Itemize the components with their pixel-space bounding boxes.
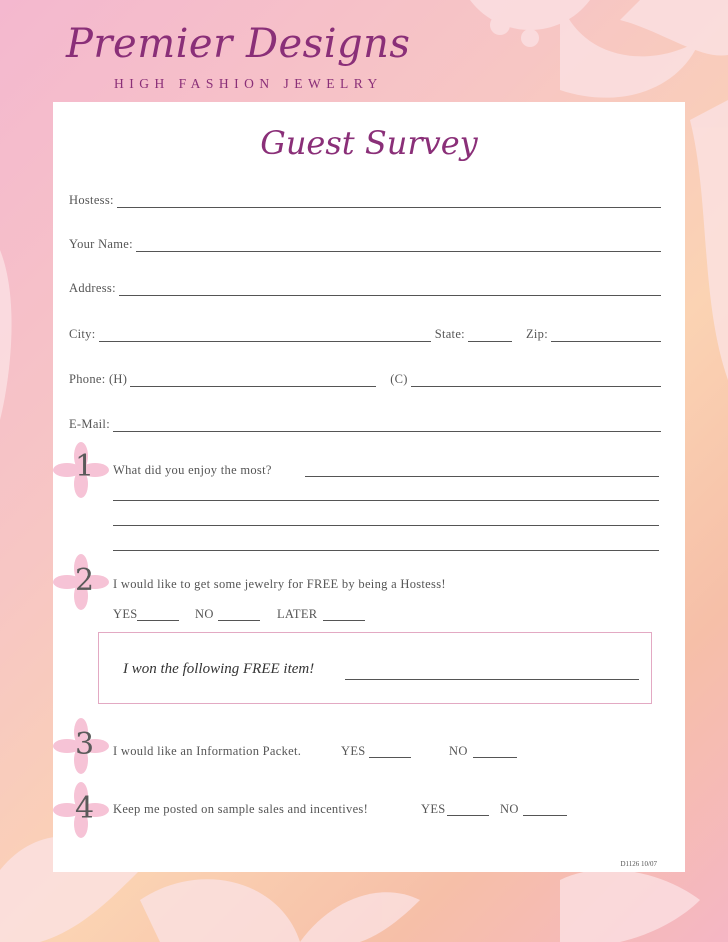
question-3-no-field[interactable] [473,757,517,758]
phone-cell-field[interactable] [411,374,661,387]
question-1-answer-line[interactable] [113,550,659,551]
question-3-no-label: NO [449,744,468,758]
question-2-text: I would like to get some jewelry for FREE by being a Hostess! [113,577,446,591]
address-row [69,276,661,296]
hostess-row [69,188,661,208]
hostess-field[interactable] [117,195,661,208]
question-1-answer-line[interactable] [113,500,659,501]
question-4-no-label: NO [500,802,519,816]
question-4-no-field[interactable] [523,815,567,816]
city-row [69,322,661,342]
question-1-answer-line[interactable] [305,476,659,477]
city-label: City: [69,327,96,341]
phone-home-field[interactable] [130,374,376,387]
email-label: E-Mail: [69,417,110,431]
question-3-yes-field[interactable] [369,757,411,758]
question-3-yes-label: YES [341,744,366,758]
hostess-label: Hostess: [69,193,114,207]
state-field[interactable] [468,329,512,342]
brand-name: Premier Designs [66,21,411,67]
email-row [69,412,661,432]
question-3-text: I would like an Information Packet. [113,744,302,758]
zip-label: Zip: [525,327,548,341]
brand-tagline: HIGH FASHION JEWELRY [114,76,383,91]
city-field[interactable] [99,329,431,342]
zip-field[interactable] [551,329,661,342]
address-field[interactable] [119,283,661,296]
question-2-yes-field[interactable] [137,620,179,621]
question-1-text: What did you enjoy the most? [113,463,272,477]
free-item-prompt: I won the following FREE item! [123,661,315,677]
question-2-later-label: LATER [277,607,318,621]
state-label: State: [434,327,465,341]
address-label: Address: [69,281,116,295]
form-title: Guest Survey [260,124,478,162]
your-name-label: Your Name: [69,237,133,251]
email-field[interactable] [113,419,661,432]
brand-logo [66,21,411,91]
question-4-text: Keep me posted on sample sales and incentives! [113,802,369,816]
phone-home-label: Phone: (H) [69,372,128,386]
question-1-number: 1 [75,449,95,484]
question-4-number: 4 [75,791,95,826]
phone-row [69,367,661,387]
question-2-no-field[interactable] [218,620,260,621]
free-item-field[interactable] [345,679,639,680]
question-2-later-field[interactable] [323,620,365,621]
your-name-field[interactable] [136,239,661,252]
your-name-row [69,232,661,252]
question-4-yes-field[interactable] [447,815,489,816]
question-4-yes-label: YES [421,802,446,816]
question-1-answer-line[interactable] [113,525,659,526]
question-2-no-label: NO [195,607,214,621]
question-2-yes-label: YES [113,607,138,621]
form-code: D1126 10/07 [620,860,657,868]
question-2-number: 2 [75,563,95,598]
free-item-box [98,632,652,704]
question-3-number: 3 [75,727,95,762]
phone-cell-label: (C) [390,372,408,386]
survey-form [53,102,685,872]
